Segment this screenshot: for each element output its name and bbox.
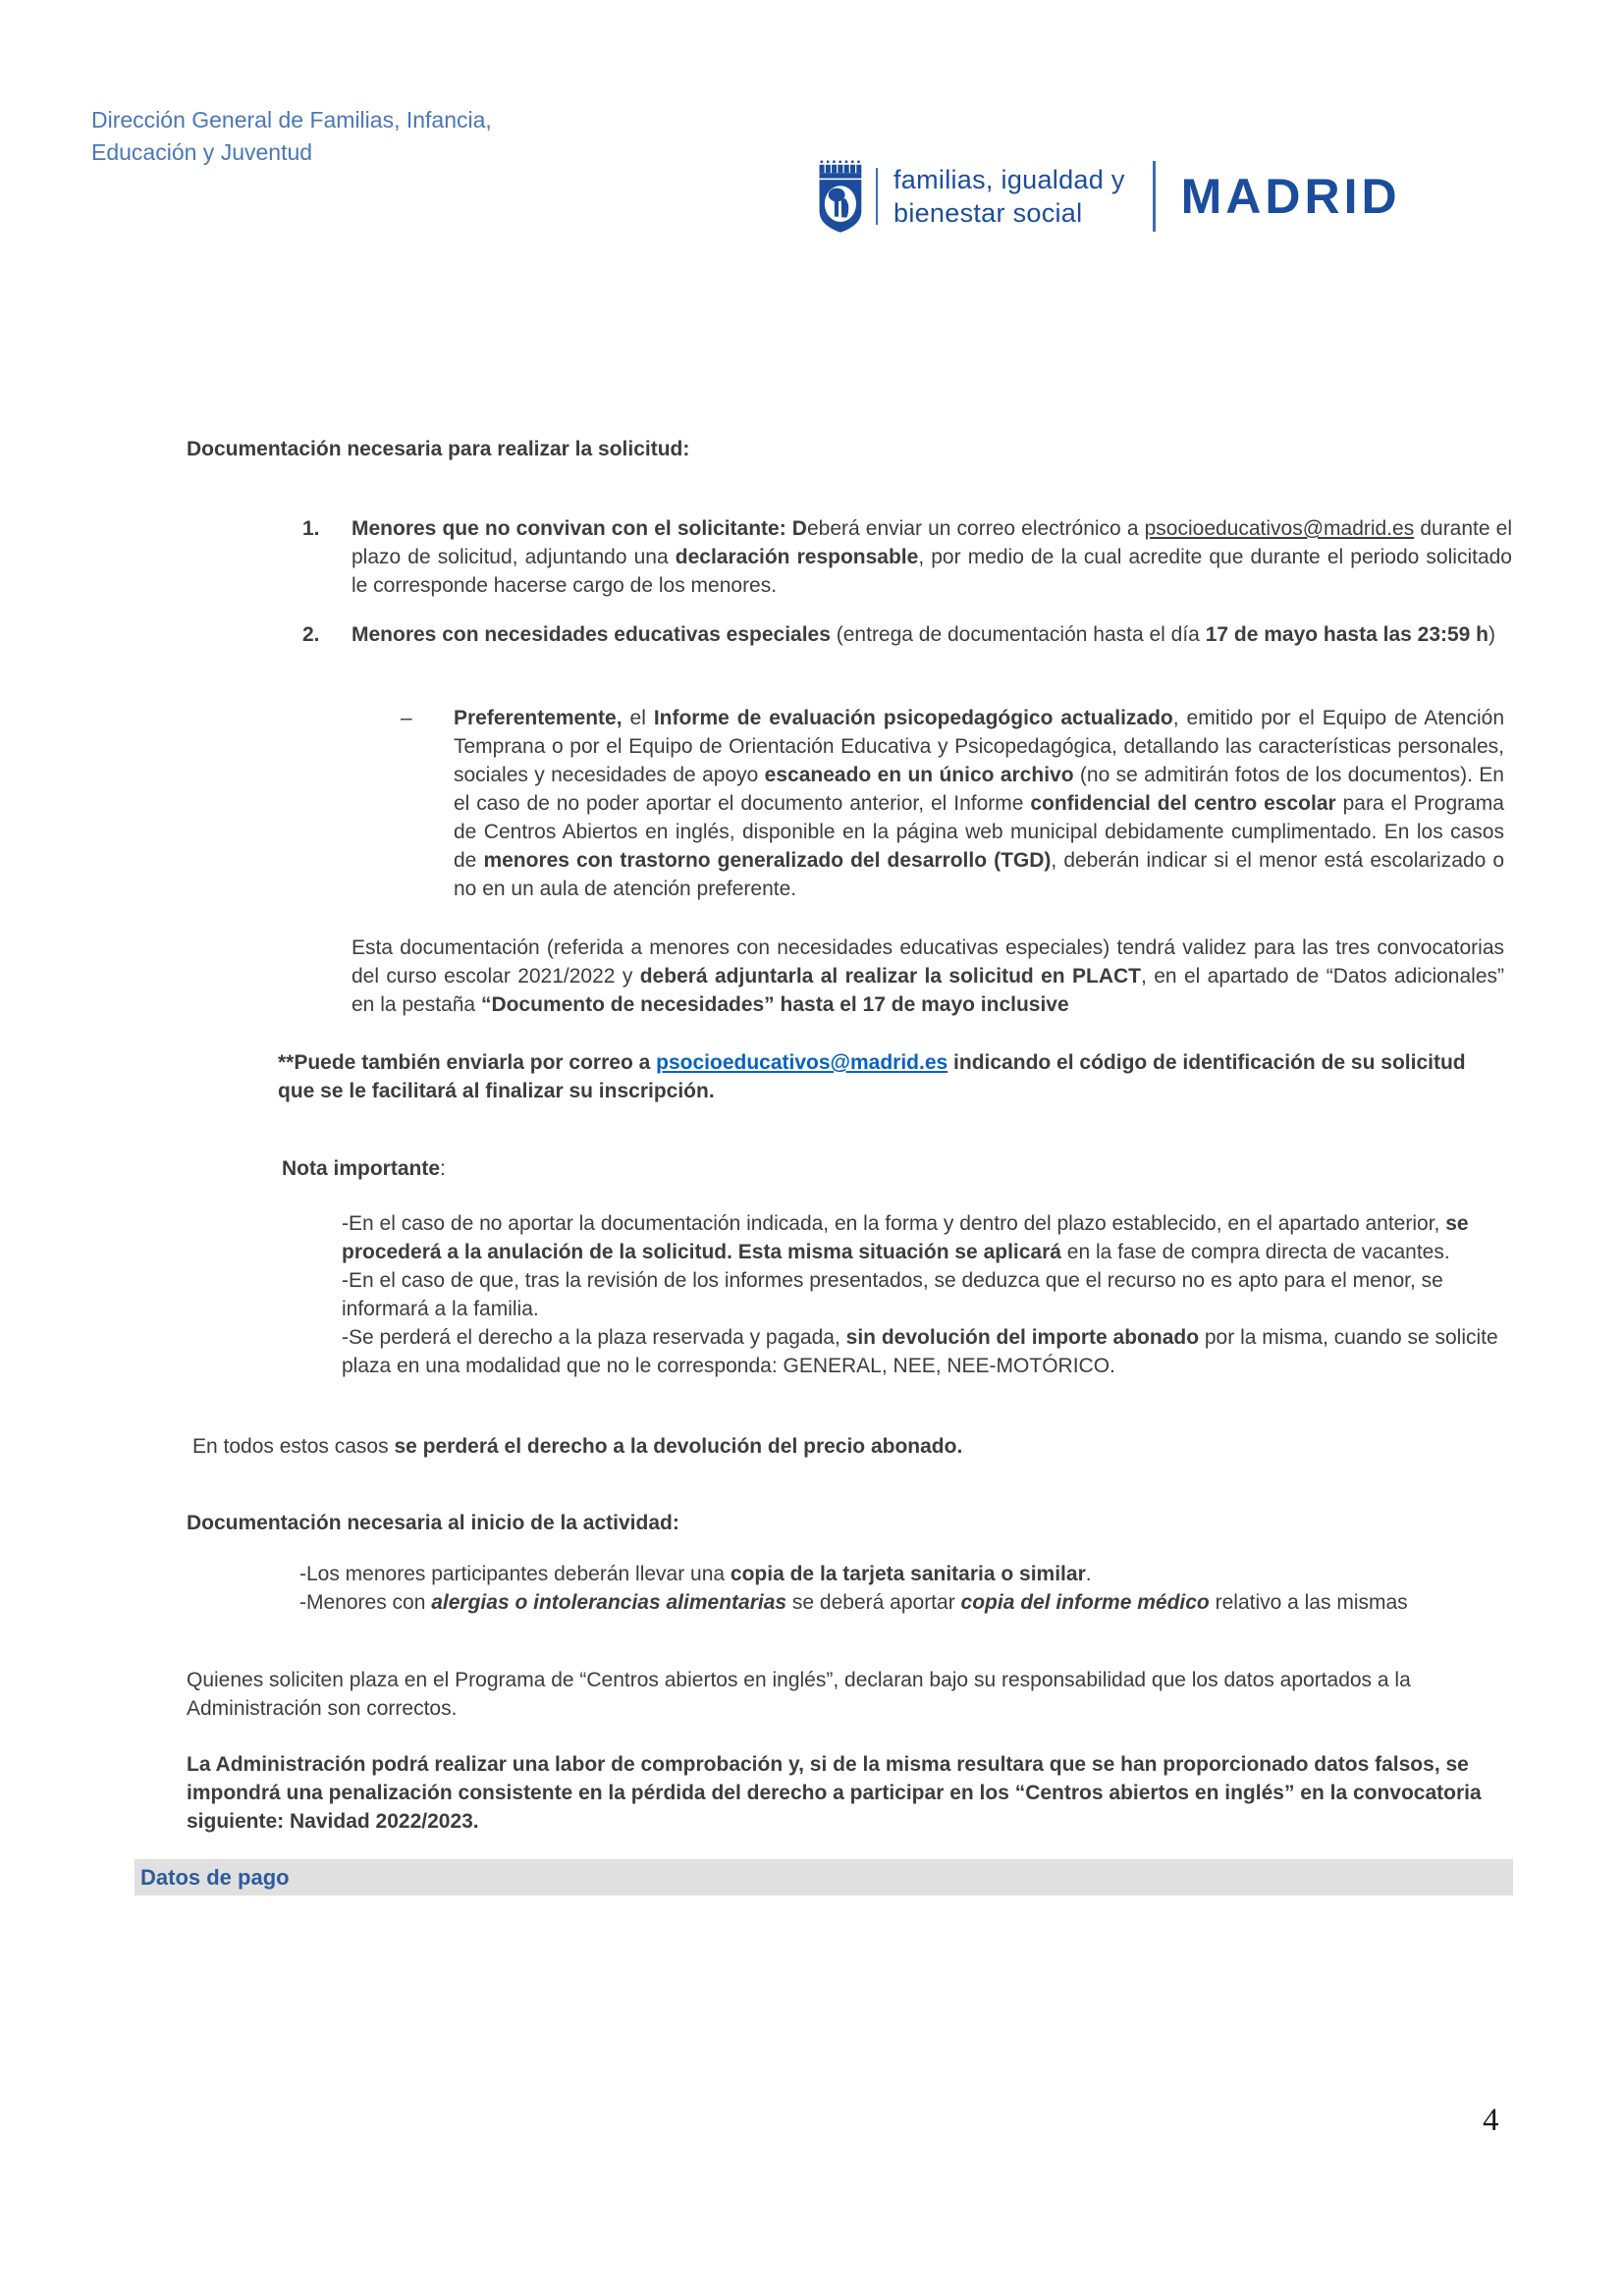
heading-documentacion-inicio: Documentación necesaria al inicio de la actividad: [187,1512,679,1534]
list-number: 2. [302,623,320,646]
text-segment: se deberá aportar [786,1591,961,1614]
email-link[interactable]: psocioeducativos@madrid.es [656,1051,948,1074]
text-segment: -En el caso de no aportar la documentación indicada, en la forma y dentro del plazo establecido, en el apartado anterior, [342,1212,1446,1235]
text-segment: , deberán indicar si el menor está escolarizado o no en un aula de atención preferente. [454,849,1505,900]
paragraph-en-todos [192,1432,1518,1461]
text-segment: Menores con necesidades educativas especiales [352,623,831,646]
text-segment: se procederá a la anulación de la solicitud. Esta misma situación se aplicará [342,1212,1469,1263]
text-segment: eberá enviar un correo electrónico a [806,517,1145,540]
text-segment: en la fase de compra directa de vacantes. [1060,1241,1450,1263]
text-segment: declaración responsable [675,546,919,568]
text-segment: copia del informe médico [960,1591,1210,1614]
paragraph-envio-correo [278,1048,1500,1105]
madrid-logo [818,157,1401,236]
text-segment: , emitido por el Equipo de Atención Temprana o por el Equipo de Orientación Educativa y Psicopedagógica, detallando las características personales, sociales y necesidades de apoyo [454,707,1504,786]
text-segment: por la misma, cuando se solicite plaza en una modalidad que no le corresponda: GENERAL, NEE, NEE-MOTÓRICO. [342,1326,1498,1377]
text-segment: Preferentemente, [454,707,623,729]
page-number: 4 [1483,2103,1499,2138]
text-segment: confidencial del centro escolar [1030,792,1336,815]
logo-tagline [893,163,1125,230]
tagline-line2: bienestar social [893,198,1083,228]
text-segment: alergias o intolerancias alimentarias [431,1591,787,1614]
text-segment: **Puede también enviarla por correo a [278,1051,657,1074]
text-segment: 17 de mayo hasta las 23:59 h [1205,623,1489,646]
inicio-paragraph-1 [276,1560,1509,1588]
paragraph-validez [352,934,1504,1019]
paragraph-administracion [187,1750,1507,1836]
email-link[interactable]: psocioeducativos@madrid.es [1144,517,1415,540]
text-segment: indicando el código de identificación de su solicitud que se le facilitará al finalizar su inscripción. [278,1051,1466,1102]
text-segment: , en el apartado de “Datos adicionales” en la pestaña [352,965,1504,1016]
dash-item-text [454,704,1504,903]
text-segment: se perderá el derecho a la devolución del precio abonado. [394,1435,963,1458]
text-segment: -Menores con [299,1591,432,1614]
text-segment: relativo a las mismas [1209,1591,1408,1614]
text-segment: deberá adjuntarla al realizar la solicitud en PLACT [639,965,1142,988]
text-segment: -Se perderá el derecho a la plaza reservada y pagada, [342,1326,846,1349]
text-segment: , por medio de la cual acredite que durante el periodo solicitado le corresponde hacerse cargo de los menores. [352,546,1512,597]
payment-section-label: Datos de pago [140,1864,290,1890]
text-segment: escaneado en un único archivo [764,764,1074,786]
nota-paragraph-1 [342,1209,1500,1266]
payment-section-header [135,1859,1513,1896]
list-item-2 [302,620,1512,649]
tagline-line1: familias, igualdad y [893,165,1125,194]
dash-marker: – [401,707,412,729]
madrid-crest-icon [818,157,863,236]
text-segment: Informe de evaluación psicopedagógico actualizado [653,707,1173,729]
org-line2: Educación y Juventud [91,139,313,165]
text-segment: sin devolución del importe abonado [845,1326,1200,1349]
text-segment: para el Programa de Centros Abiertos en inglés, disponible en la página web municipal debidamente cumplimentado. En los casos de [454,792,1504,872]
text-segment: (no se admitirán fotos de los documentos). En el caso de no poder aportar el documento anterior, el Informe [454,764,1504,815]
org-line1: Dirección General de Familias, Infancia, [91,107,492,133]
text-segment: En todos estos casos [192,1435,395,1458]
text-segment: menores con trastorno generalizado del desarrollo (TGD) [483,849,1052,872]
nota-paragraph-2 [342,1266,1500,1323]
text-segment: copia de la tarjeta sanitaria o similar [730,1563,1086,1585]
madrid-wordmark: MADRID [1180,169,1401,224]
text-segment: Esta documentación (referida a menores con necesidades educativas especiales) tendrá validez para las tres convocatorias del curso escolar 2021/2022 y [352,936,1504,988]
dash-bullet-item [401,704,1504,903]
text-segment: -Los menores participantes deberán llevar una [299,1563,731,1585]
text-segment: durante el plazo de solicitud, adjuntando una [352,517,1513,568]
list-item-2-text [352,620,1512,649]
text-segment: . [1085,1563,1092,1585]
nota-paragraph-3 [342,1323,1500,1380]
text-segment: el [622,707,654,729]
inicio-paragraphs [276,1560,1509,1617]
text-segment: Nota importante [282,1157,441,1180]
paragraph-quienes [187,1666,1512,1723]
text-segment: “Documento de necesidades” hasta el 17 de mayo inclusive [480,993,1069,1016]
text-segment: -En el caso de que, tras la revisión de los informes presentados, se deduzca que el recurso no es apto para el menor, se informará a la familia. [342,1269,1443,1320]
text-segment: ) [1489,623,1496,646]
text-segment: : [440,1157,446,1180]
text-segment: Quienes soliciten plaza en el Programa de “Centros abiertos en inglés”, declaran bajo su responsabilidad que los datos aportados a la Administración son correctos. [187,1669,1411,1720]
nota-paragraphs [342,1209,1500,1380]
text-segment: La Administración podrá realizar una labor de comprobación y, si de la misma resultara que se han proporcionado datos falsos, se impondrá una penalización consistente en la pérdida del derecho a participar en los “Centros abiertos en inglés” en la convocatoria siguiente: Navidad 2022/2023. [187,1753,1482,1833]
heading-documentacion-solicitud: Documentación necesaria para realizar la solicitud: [187,438,690,460]
org-title [91,104,492,169]
heading-nota-importante [282,1154,1067,1183]
list-number: 1. [302,517,320,540]
list-item-1-text [352,514,1512,600]
text-segment: (entrega de documentación hasta el día [830,623,1206,646]
text-segment: Menores que no convivan con el solicitante: D [352,517,807,540]
list-item-1 [302,514,1512,600]
inicio-paragraph-2 [276,1588,1509,1617]
logo-divider [876,168,878,225]
logo-divider [1153,161,1156,232]
